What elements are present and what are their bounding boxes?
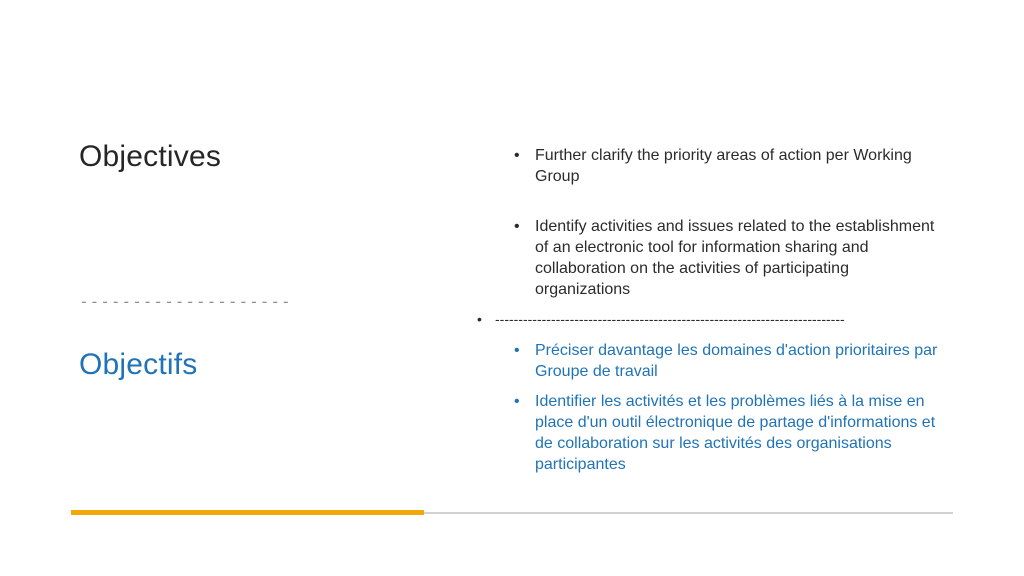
bullet-text-fr: Identifier les activités et les problèmes liés à la mise en place d'un outil électronique de partage d'informations et de collaboration sur les activités des organisations participantes: [535, 393, 936, 473]
bullet-item-en: [514, 146, 944, 187]
title-french: Objectifs: [79, 348, 198, 381]
bullet-icon: •: [514, 342, 520, 359]
bullet-text-fr: Préciser davantage les domaines d'action prioritaires par Groupe de travail: [535, 342, 938, 380]
bullet-item-fr: [514, 341, 944, 382]
bullet-text-en: Further clarify the priority areas of action per Working Group: [535, 147, 912, 185]
bullet-icon: •: [514, 218, 520, 236]
footer-accent-bar: [71, 510, 424, 515]
left-dashed-divider: --------------------: [79, 292, 292, 311]
bullet-item-fr: [514, 392, 944, 475]
bullet-icon: •: [477, 311, 482, 327]
bullet-icon: •: [514, 147, 520, 164]
bullet-icon: •: [514, 393, 520, 411]
title-english: Objectives: [79, 140, 222, 173]
bullet-list-english: [514, 146, 944, 300]
dashed-separator: ---------------------------------------------------------------------------: [495, 311, 845, 327]
bullet-item-en: [514, 217, 944, 300]
separator-row: [477, 311, 947, 327]
bullet-list-french: [514, 341, 944, 475]
bullet-text-en: Identify activities and issues related to the establishment of an electronic tool for information sharing and collaboration on the activities of participating organizations: [535, 218, 935, 298]
